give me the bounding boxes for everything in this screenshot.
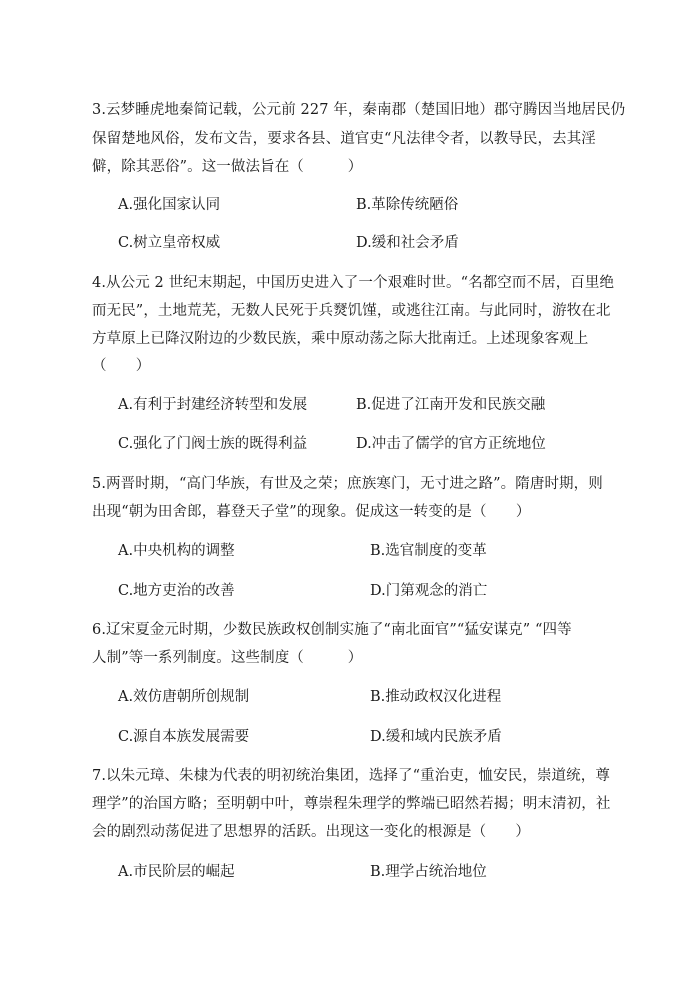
question-7-option-a: A.市民阶层的崛起 (118, 864, 235, 880)
question-3-option-b: B.革除传统陋俗 (356, 197, 459, 213)
question-4-line-1: 4.从公元 2 世纪末期起，中国历史进入了一个艰难时世。“名都空而不居，百里绝 (92, 275, 615, 291)
question-5-option-d: D.门第观念的消亡 (370, 583, 488, 599)
question-7-line-2: 理学”的治国方略；至明朝中叶，尊崇程朱理学的弊端已昭然若揭；明末清初，社 (92, 796, 611, 812)
question-5-option-a: A.中央机构的调整 (118, 543, 235, 559)
question-6-line-1: 6.辽宋夏金元时期，少数民族政权创制实施了“南北面官”“猛安谋克” “四等 (92, 622, 572, 638)
question-5-option-b: B.选官制度的变革 (370, 543, 487, 559)
question-4-option-b: B.促进了江南开发和民族交融 (356, 397, 546, 413)
question-6-option-d: D.缓和域内民族矛盾 (370, 729, 502, 745)
question-3-option-d: D.缓和社会矛盾 (356, 235, 459, 251)
question-7-option-b: B.理学占统治地位 (370, 864, 487, 880)
question-4-line-2: 而无民”，土地荒芜，无数人民死于兵燹饥馑，或逃往江南。与此同时，游牧在北 (92, 303, 611, 319)
question-5-line-2: 出现“朝为田舍郎，暮登天子堂”的现象。促成这一转变的是（ ） (92, 504, 531, 520)
question-5-line-1: 5.两晋时期，“高门华族，有世及之荣；庶族寒门，无寸进之路”。隋唐时期，则 (92, 476, 603, 492)
question-3-option-a: A.强化国家认同 (118, 197, 221, 213)
question-6-line-2: 人制”等一系列制度。这些制度（ ） (92, 650, 363, 666)
question-6-option-b: B.推动政权汉化进程 (370, 689, 502, 705)
question-3-line-1: 3.云梦睡虎地秦简记载，公元前 227 年，秦南郡（楚国旧地）郡守腾因当地居民仍 (92, 102, 626, 118)
question-4-line-3: 方草原上已降汉附边的少数民族，乘中原动荡之际大批南迁。上述现象客观上 (92, 331, 589, 347)
question-3-line-3: 僻，除其恶俗”。这一做法旨在（ ） (92, 159, 363, 175)
question-4-line-4: （ ） (92, 358, 151, 374)
question-3-line-2: 保留楚地风俗，发布文告，要求各县、道官吏“凡法律令者，以教导民，去其淫 (92, 131, 596, 147)
question-4-option-c: C.强化了门阀士族的既得利益 (118, 436, 308, 452)
question-4-option-a: A.有利于封建经济转型和发展 (118, 397, 308, 413)
question-7-line-1: 7.以朱元璋、朱棣为代表的明初统治集团，选择了“重治吏，恤安民，崇道统，尊 (92, 768, 610, 784)
question-5-option-c: C.地方吏治的改善 (118, 583, 235, 599)
question-4-option-d: D.冲击了儒学的官方正统地位 (356, 436, 546, 452)
question-3-option-c: C.树立皇帝权威 (118, 235, 221, 251)
question-7-line-3: 会的剧烈动荡促进了思想界的活跃。出现这一变化的根源是（ ） (92, 824, 530, 840)
question-6-option-c: C.源自本族发展需要 (118, 729, 250, 745)
question-6-option-a: A.效仿唐朝所创规制 (118, 689, 250, 705)
